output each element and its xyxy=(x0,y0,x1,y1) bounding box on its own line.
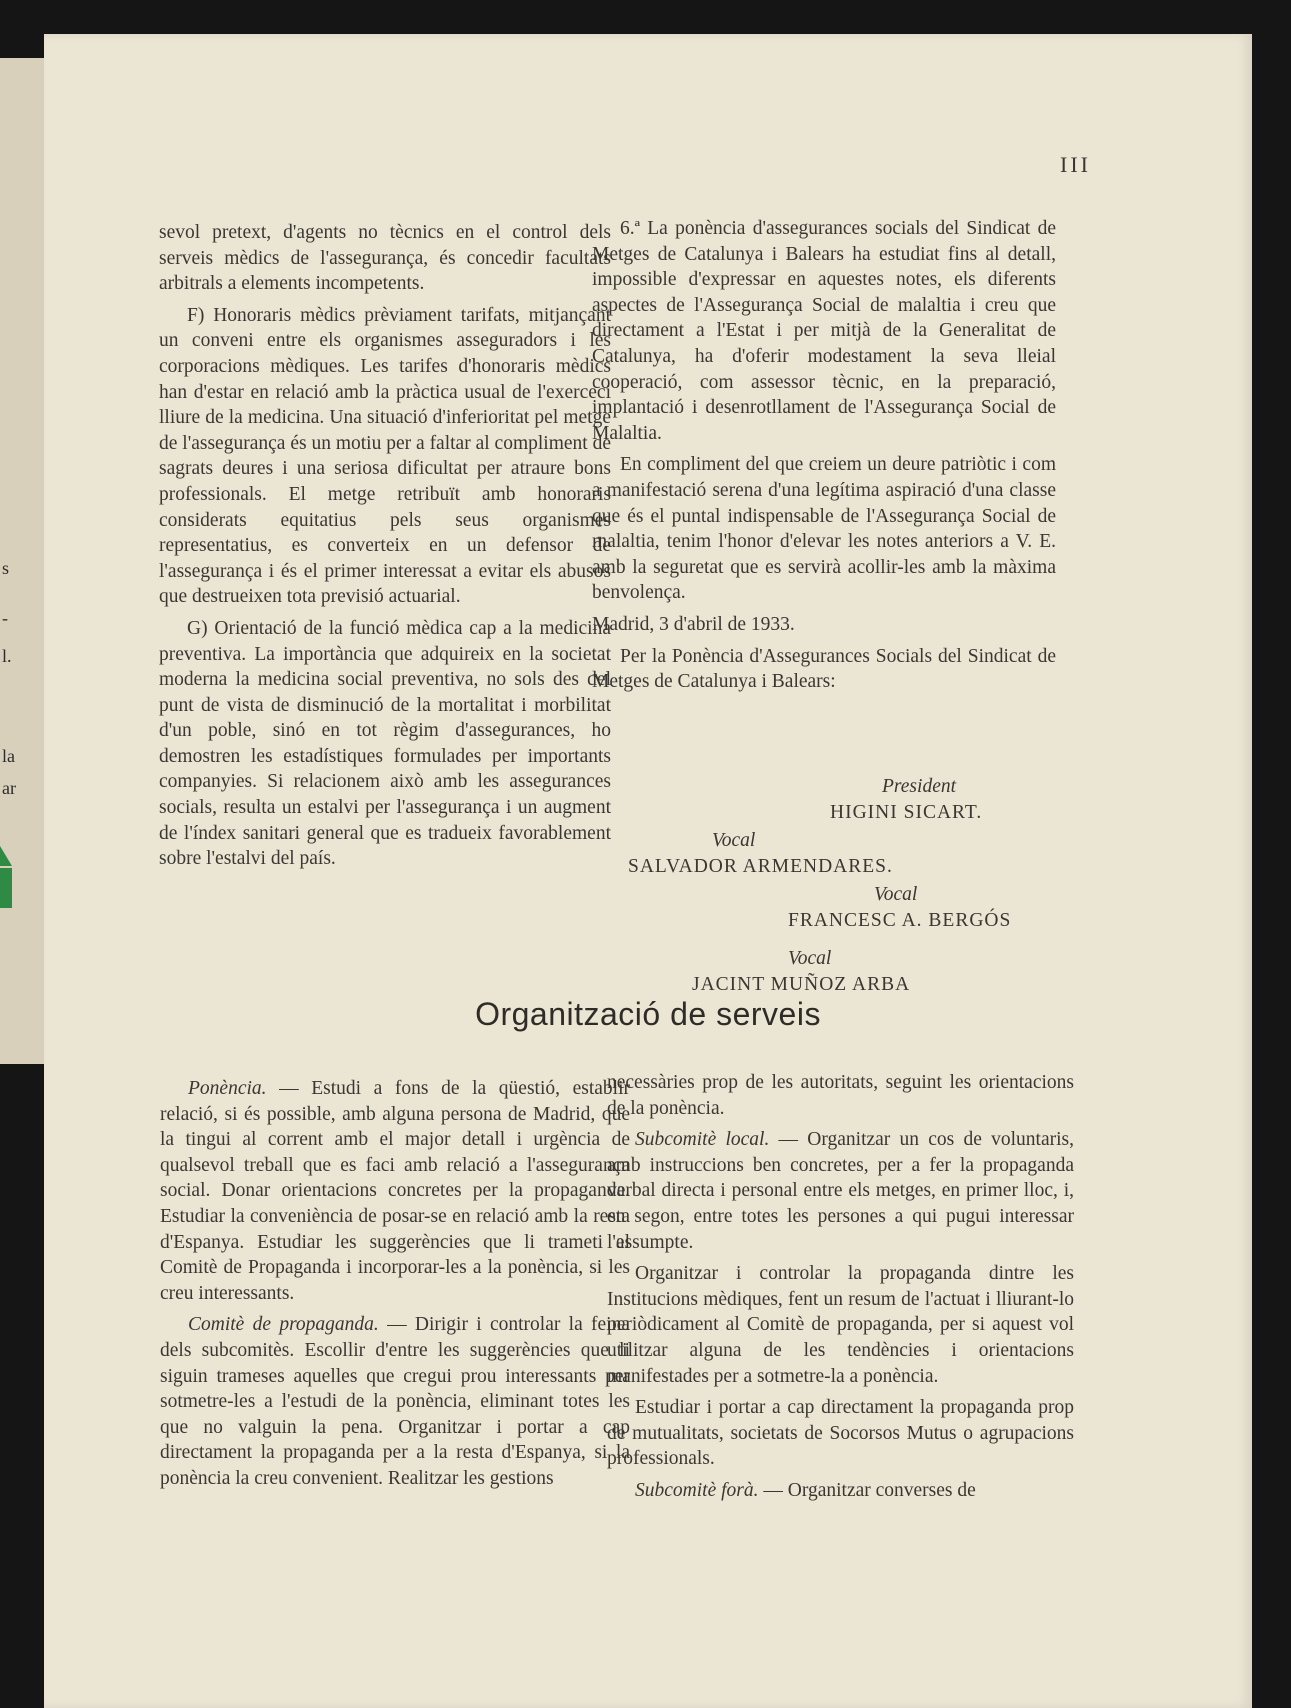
green-mark xyxy=(0,846,12,866)
section-title: Organització de serveis xyxy=(475,996,821,1032)
margin-fragment: la xyxy=(2,746,15,766)
paragraph: 6.ª La ponència d'assegurances socials del Sindicat de Metges de Catalunya i Balears ha estudiat fins al detall, impossible d'expressar en aquestes notes, els diferents aspectes de l'Assegurança Social de malaltia i creu que directament a l'Estat i per mitjà de la Generalitat de Catalunya, ha d'oferir modestament la seva lleial cooperació, com assessor tècnic, en la preparació, implantació i desenrotllament de l'Assegurança Social de Malaltia. xyxy=(592,218,1056,444)
bottom-right-column xyxy=(607,1070,1074,1510)
paragraph xyxy=(607,1070,1074,1121)
paragraph: G) Orientació de la funció mèdica cap a la medicina preventiva. La importància que adquireix en la societat moderna la medicina social preventiva, no sols des del punt de vista de disminució de la mortalitat i morbilitat d'un poble, sinó en tot règim d'assegurances, ho demostren les estadístiques formulades per importants companyies. Si relacionem això amb les assegurances socials, resulta un estalvi per l'assegurança i un augment de l'índex sanitari general que es tradueix favorablement sobre l'estalvi del país. xyxy=(159,617,611,870)
paragraph-label: Ponència. xyxy=(188,1078,267,1099)
signatory-name: JACINT MUÑOZ ARBA xyxy=(692,974,911,995)
paragraph: En compliment del que creiem un deure patriòtic i com a manifestació serena d'una legítima aspiració d'una classe que és el puntal indispensable de l'Assegurança Social de malaltia, tenim l'honor d'elevar les notes anteriors a V. E. amb la seguretat que es servirà acollir-les amb la màxima benvolença. xyxy=(592,454,1056,604)
paragraph-label: Subcomitè local. xyxy=(635,1129,770,1151)
paragraph-text: Estudiar i portar a cap directament la propaganda prop de mutualitats, societats de Socorsos Mutus o agrupacions professionals. xyxy=(607,1397,1074,1470)
paragraph xyxy=(607,1127,1074,1255)
margin-fragment: s xyxy=(2,558,10,578)
place-date: Madrid, 3 d'abril de 1933. xyxy=(592,613,795,635)
signatory-role: Vocal xyxy=(788,948,832,969)
top-right-column xyxy=(592,216,1056,701)
paragraph xyxy=(607,1395,1074,1472)
paragraph xyxy=(607,1478,1074,1504)
bottom-left-column xyxy=(160,1076,630,1498)
signatory-name: HIGINI SICART. xyxy=(830,802,983,823)
green-mark xyxy=(0,868,12,908)
paragraph-text: — Organitzar un cos de voluntaris, amb instruccions ben concretes, per a fer la propaganda verbal directa i personal entre els metges, en primer lloc, i, en segon, entre totes les persones a qui pugui interessar l'assumpte. xyxy=(607,1129,1074,1253)
paragraph-label: Subcomitè forà. xyxy=(635,1479,759,1501)
paragraph-text: Organitzar i controlar la propaganda dintre les Institucions mèdiques, fent un resum de l'actuat i lliurant-lo periòdicament al Comitè de propaganda, per si aquest vol utilitzar alguna de les tendències i orientacions manifestades per a sotmetre-la a ponència. xyxy=(607,1263,1074,1387)
page-number: III xyxy=(1060,152,1091,177)
top-left-column xyxy=(159,220,611,878)
adjacent-page-edge xyxy=(0,58,45,1064)
paragraph-text: — Estudi a fons de la qüestió, establir relació, si és possible, amb alguna persona de Madrid, que la tingui al corrent amb el major detall i urgència de qualsevol treball que es faci amb relació a l'assegurança social. Donar orientacions concretes per la propaganda. Estudiar la conveniència de posar-se en relació amb la resta d'Espanya. Estudiar les suggerències que li trameti el Comitè de Propaganda i incorporar-les a la ponència, si les creu interessants. xyxy=(160,1078,630,1304)
paragraph: sevol pretext, d'agents no tècnics en el control dels serveis mèdics de l'assegurança, és concedir facultats arbitrals a elements incompetents. xyxy=(159,222,611,295)
paragraph-label: Comitè de propaganda. xyxy=(188,1314,379,1336)
signatory-intro: Per la Ponència d'Assegurances Socials del Sindicat de Metges de Catalunya i Balears: xyxy=(592,645,1056,693)
signatory-role: President xyxy=(882,776,957,797)
document-page xyxy=(44,34,1252,1708)
signatory-role: Vocal xyxy=(712,830,756,851)
signatory-role: Vocal xyxy=(874,884,918,905)
paragraph: F) Honoraris mèdics prèviament tarifats, mitjançant un conveni entre els organismes asseguradors i les corporacions mèdiques. Les tarifes d'honoraris mèdics han d'estar en relació amb la pràctica usual de l'exerceci lliure de la medicina. Una situació d'inferioritat pel metge de l'assegurança és un motiu per a faltar al compliment de sagrats deures i una seriosa dificultat per atraure bons professionals. El metge retribuït amb honoraris considerats equitatius pels seus organismes representatius, es converteix en un defensor de l'assegurança i és el primer interessat a evitar els abusos que destrueixen tota previsió actuarial. xyxy=(159,304,611,608)
paragraph xyxy=(160,1076,630,1306)
paragraph-text: — Organitzar converses de xyxy=(758,1479,976,1501)
signatory-name: FRANCESC A. BERGÓS xyxy=(788,910,1012,931)
margin-fragment: ar xyxy=(2,778,16,798)
paragraph-text: necessàries prop de les autoritats, seguint les orientacions de la ponència. xyxy=(607,1072,1074,1119)
paragraph xyxy=(160,1312,630,1491)
margin-fragment: - xyxy=(2,608,8,628)
margin-fragment: l. xyxy=(2,646,12,666)
paragraph-text: — Dirigir i controlar la feina dels subcomitès. Escollir d'entre les suggerències que li siguin trameses aquelles que cregui prou interessants per sotmetre-les a l'estudi de la ponència, eliminant totes les que no valguin la pena. Organitzar i portar a cap directament la propaganda per a la resta d'Espanya, si la ponència la creu convenient. Realitzar les gestions xyxy=(160,1314,630,1489)
paragraph xyxy=(607,1261,1074,1389)
signatory-name: SALVADOR ARMENDARES. xyxy=(628,856,893,877)
